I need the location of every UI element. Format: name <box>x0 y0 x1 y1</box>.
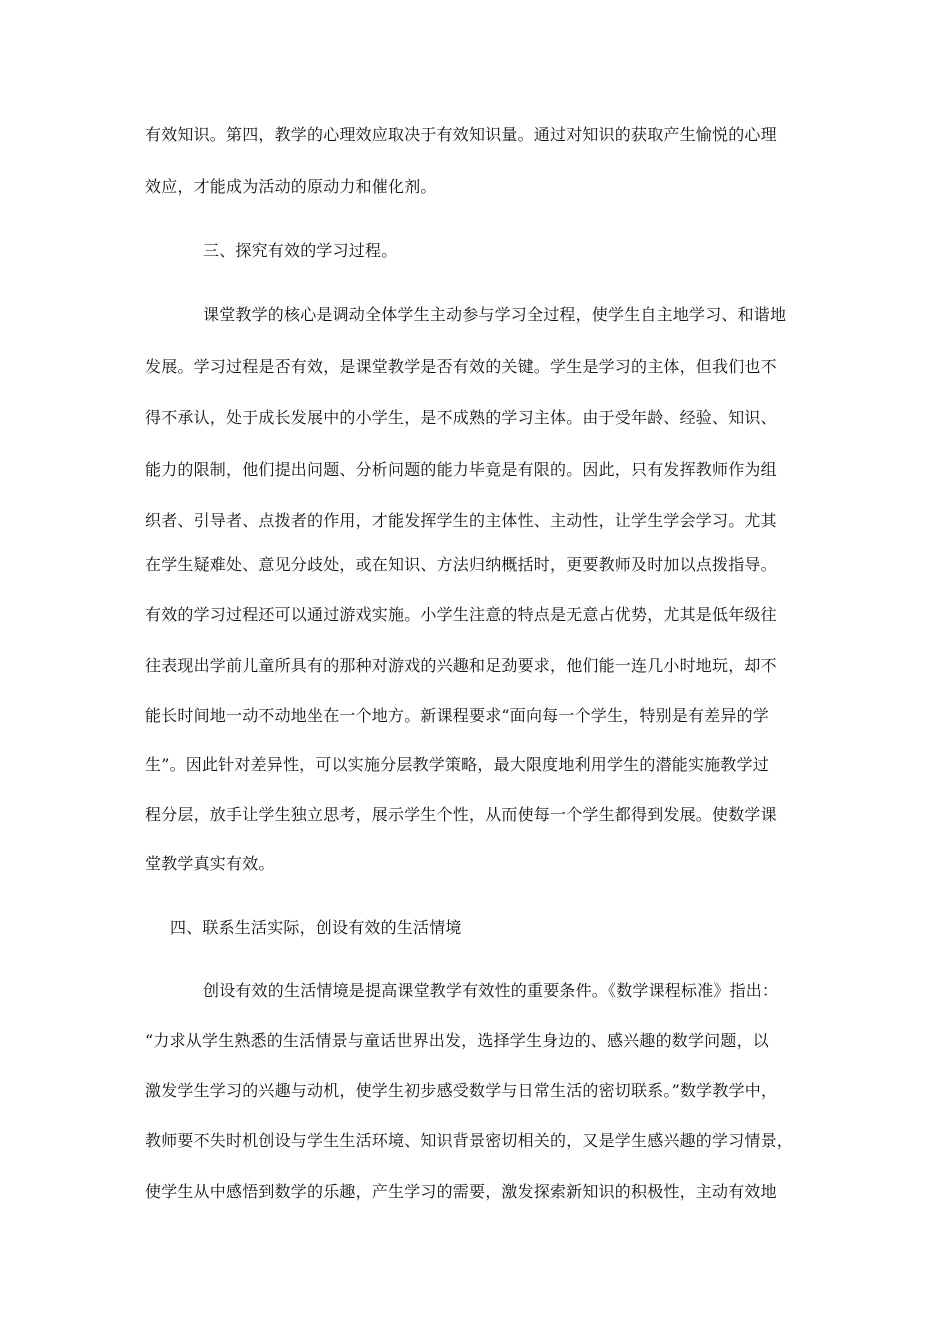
text-line: 得不承认，处于成长发展中的小学生，是不成熟的学习主体。由于受年龄、经验、知识、 <box>145 408 777 427</box>
text-line: 织者、引导者、点拨者的作用，才能发挥学生的主体性、主动性，让学生学会学习。尤其 <box>145 511 777 530</box>
text-line: 程分层，放手让学生独立思考，展示学生个性，从而使每一个学生都得到发展。使数学课 <box>145 805 777 824</box>
section-heading: 四、联系生活实际，创设有效的生活情境 <box>170 918 462 937</box>
text-line: 课堂教学的核心是调动全体学生主动参与学习全过程，使学生自主地学习、和谐地 <box>203 305 787 324</box>
text-line: 教师要不失时机创设与学生生活环境、知识背景密切相关的，又是学生感兴趣的学习情景， <box>145 1131 794 1150</box>
text-line: 激发学生学习的兴趣与动机，使学生初步感受数学与日常生活的密切联系。”数学教学中， <box>145 1081 778 1100</box>
text-line: 有效知识。第四，教学的心理效应取决于有效知识量。通过对知识的获取产生愉悦的心理 <box>145 125 777 144</box>
text-line: 创设有效的生活情境是提高课堂教学有效性的重要条件。《数学课程标准》指出： <box>203 981 779 1000</box>
text-line: 生”。因此针对差异性，可以实施分层教学策略，最大限度地利用学生的潜能实施教学过 <box>145 755 769 774</box>
text-line: 堂教学真实有效。 <box>145 854 275 873</box>
text-line: 发展。学习过程是否有效，是课堂教学是否有效的关键。学生是学习的主体，但我们也不 <box>145 357 777 376</box>
text-line: 在学生疑难处、意见分歧处，或在知识、方法归纳概括时，更要教师及时加以点拨指导。 <box>145 555 777 574</box>
text-line: “力求从学生熟悉的生活情景与童话世界出发，选择学生身边的、感兴趣的数学问题，以 <box>145 1031 769 1050</box>
text-line: 有效的学习过程还可以通过游戏实施。小学生注意的特点是无意占优势，尤其是低年级往 <box>145 605 777 624</box>
text-line: 使学生从中感悟到数学的乐趣，产生学习的需要，激发探索新知识的积极性，主动有效地 <box>145 1182 777 1201</box>
section-heading: 三、探究有效的学习过程。 <box>203 241 398 260</box>
text-line: 往表现出学前儿童所具有的那种对游戏的兴趣和足劲要求，他们能一连几小时地玩，却不 <box>145 656 777 675</box>
text-line: 效应，才能成为活动的原动力和催化剂。 <box>145 177 437 196</box>
text-line: 能力的限制，他们提出问题、分析问题的能力毕竟是有限的。因此，只有发挥教师作为组 <box>145 460 777 479</box>
text-line: 能长时间地一动不动地坐在一个地方。新课程要求“面向每一个学生，特别是有差异的学 <box>145 706 769 725</box>
